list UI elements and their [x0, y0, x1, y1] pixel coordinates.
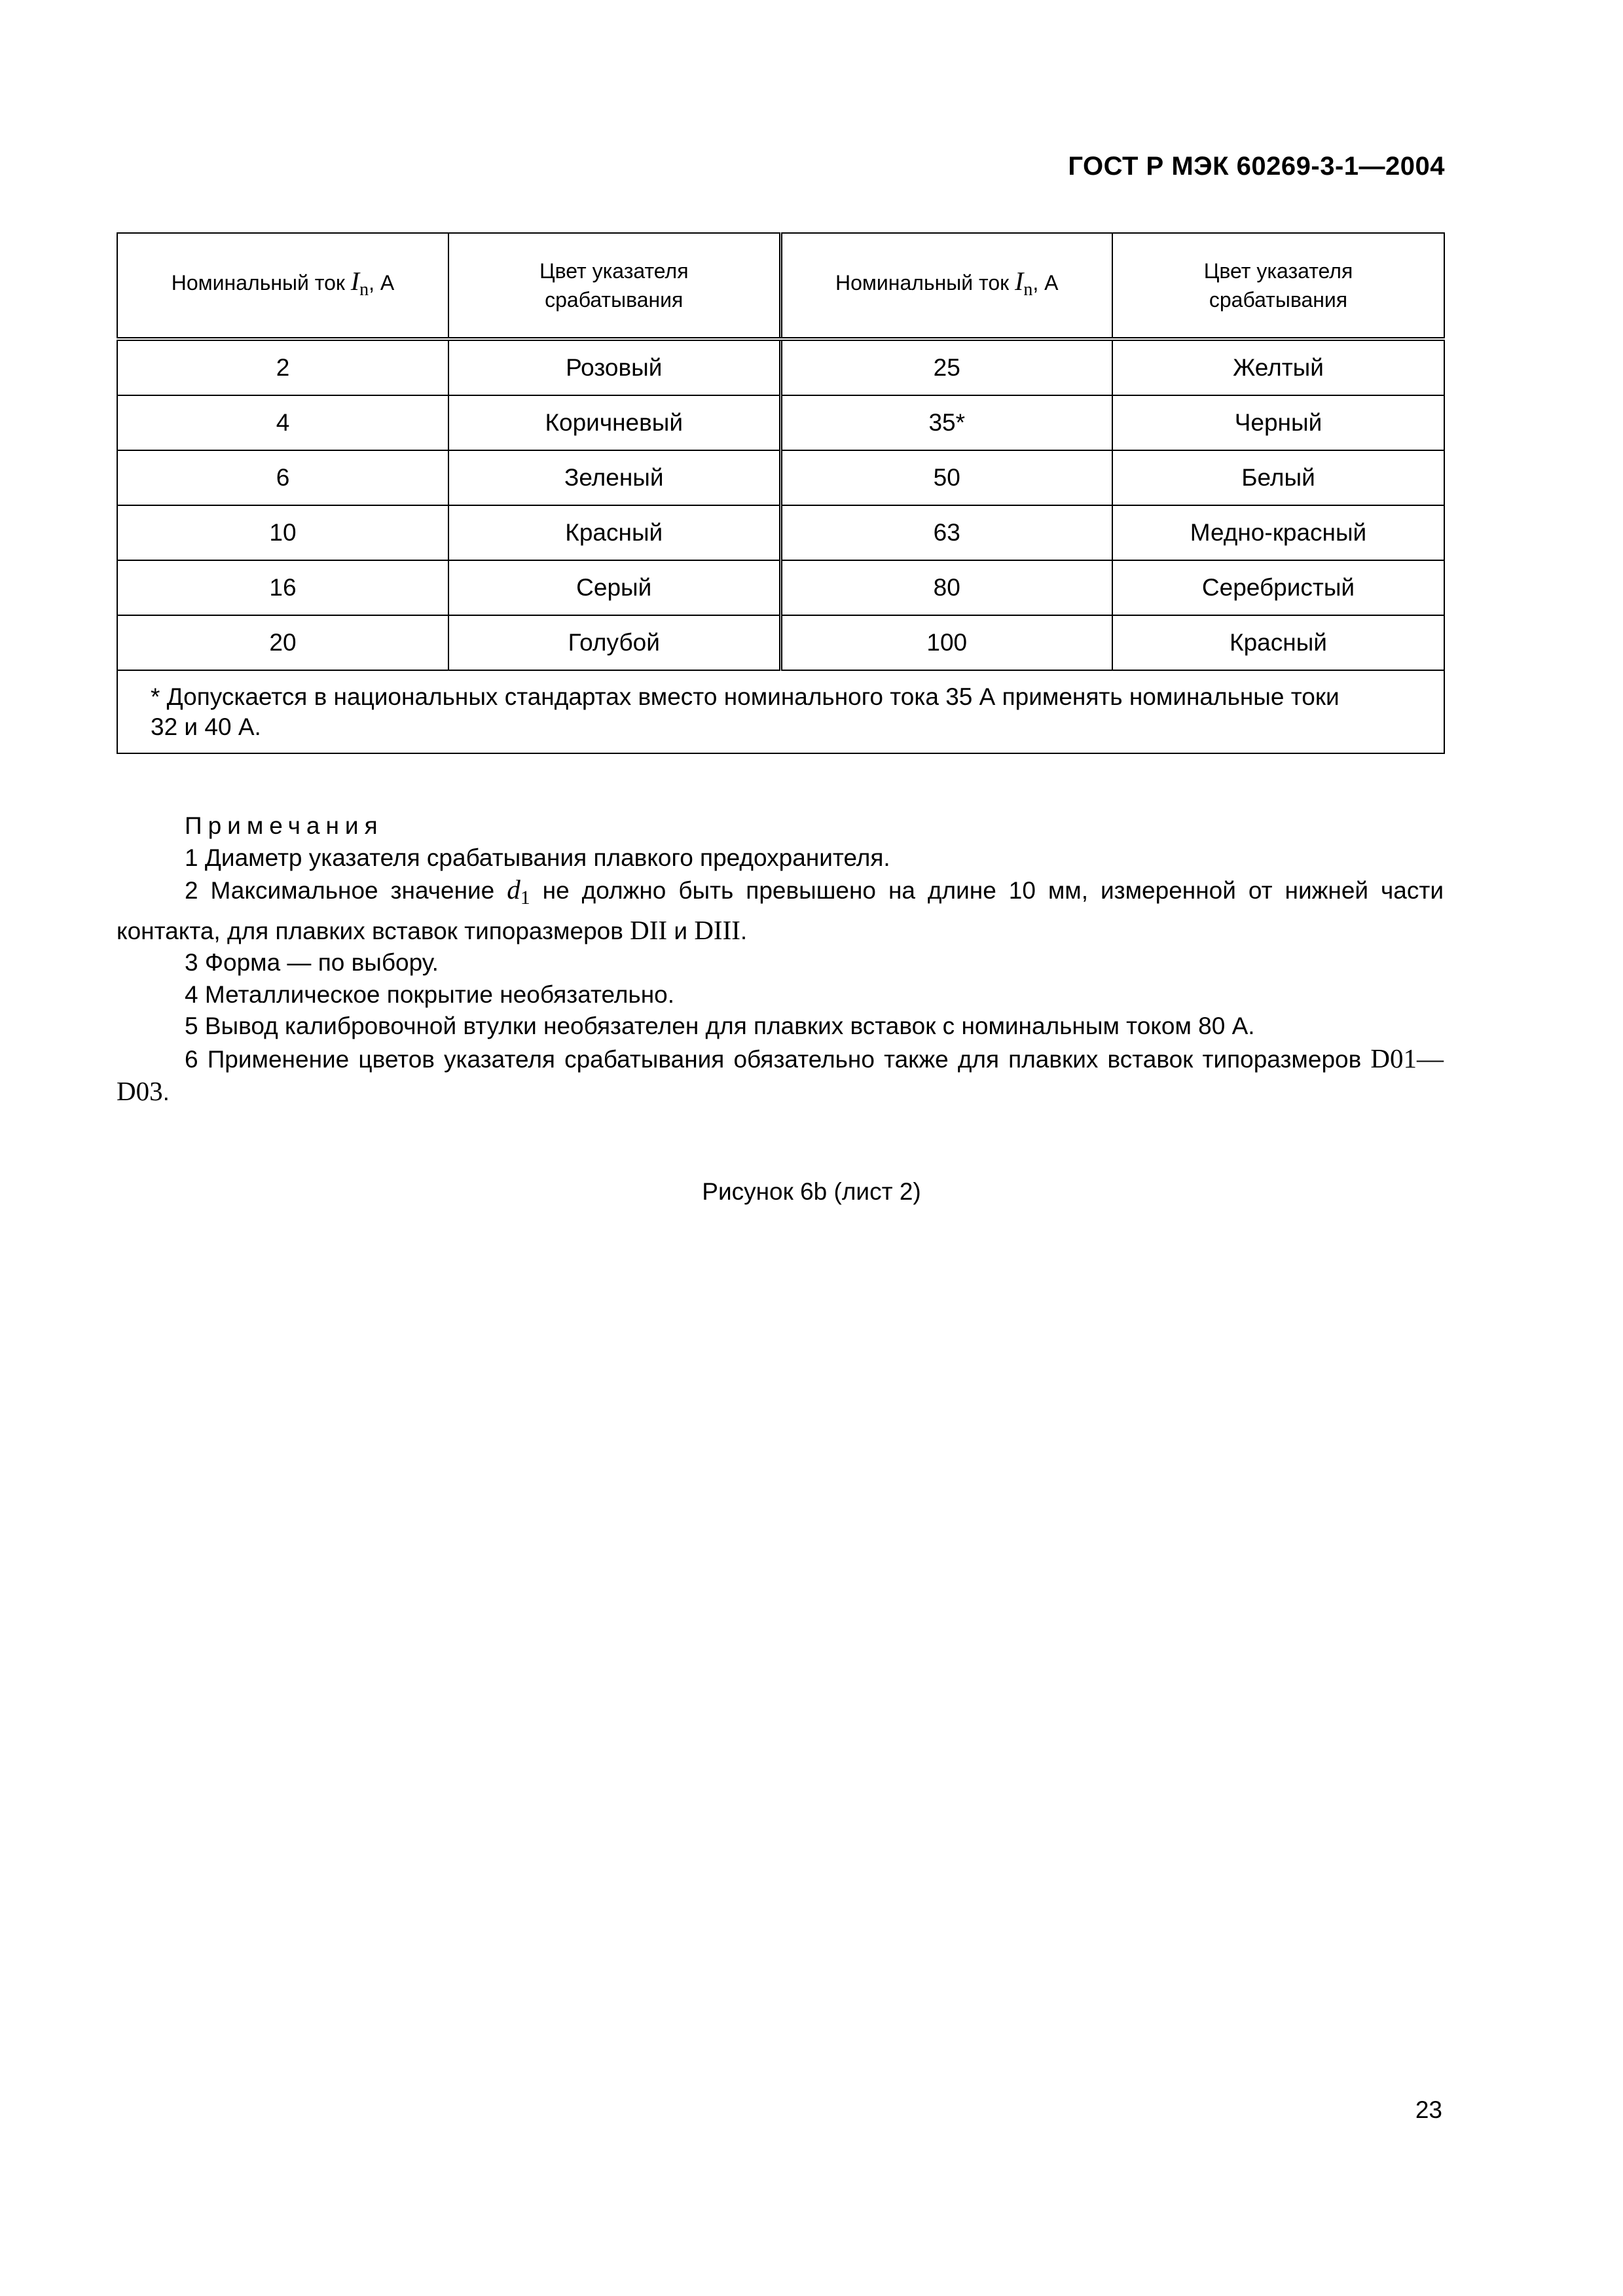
note-3: 3 Форма — по выбору.: [185, 949, 439, 976]
indicator-color-table: [117, 232, 1445, 754]
notes-heading: [117, 810, 1444, 842]
note-2: [117, 874, 1444, 947]
note-5: 5 Вывод калибровочной втулки необязателен для плавких вставок с номинальным током 80 А.: [185, 1013, 1255, 1039]
note-2-and: и: [667, 917, 695, 944]
header-indicator-color-1: [448, 233, 780, 339]
header-color-line2: срабатывания: [545, 288, 684, 312]
header-indicator-color-2: [1112, 233, 1444, 339]
indicator-color-cell: Голубой: [448, 615, 780, 670]
indicator-color-cell: Зеленый: [448, 450, 780, 505]
note-6-text: 6 Применение цветов указателя срабатывания обязательно также для плавких вставок типоразмеров: [185, 1045, 1371, 1073]
indicator-color-cell: Желтый: [1112, 339, 1444, 395]
header-current-unit: , А: [1032, 270, 1059, 295]
rated-current-cell: 50: [780, 450, 1112, 505]
page-number: 23: [1415, 2096, 1442, 2123]
note-2-text-main: не должно быть превышено на длине 10 мм, измеренной от нижней части контакта, для плавких вставок типоразмеров: [117, 877, 1444, 944]
current-subscript: n: [1023, 279, 1033, 300]
note-2-end: .: [740, 917, 748, 944]
rated-current-cell: 16: [117, 560, 448, 615]
table-footnote: [117, 670, 1444, 753]
figure-caption: Рисунок 6b (лист 2): [702, 1178, 921, 1205]
rated-current-cell: 10: [117, 505, 448, 560]
header-current-unit: , А: [369, 270, 395, 295]
note-6-end: .: [162, 1079, 170, 1105]
table-footnote-row: [117, 670, 1444, 753]
rated-current-cell: 35*: [780, 395, 1112, 450]
indicator-color-cell: Черный: [1112, 395, 1444, 450]
rated-current-cell: 6: [117, 450, 448, 505]
notes-block: [117, 810, 1444, 1109]
table-header-row: [117, 233, 1444, 339]
current-symbol: I: [1015, 266, 1024, 296]
table-row: [117, 615, 1444, 670]
note-2-subscript: 1: [520, 887, 530, 908]
note-4: 4 Металлическое покрытие необязательно.: [185, 980, 675, 1008]
note-2-size-diii: DIII: [694, 914, 740, 945]
table-row: [117, 450, 1444, 505]
note-6: [117, 1043, 1444, 1109]
notes-heading-text: Примечания: [185, 812, 384, 839]
indicator-color-cell: Красный: [448, 505, 780, 560]
header-current-text: Номинальный ток: [835, 270, 1015, 295]
indicator-color-cell: Коричневый: [448, 395, 780, 450]
indicator-color-cell: Белый: [1112, 450, 1444, 505]
rated-current-cell: 63: [780, 505, 1112, 560]
table-row: [117, 395, 1444, 450]
indicator-color-cell: Серебристый: [1112, 560, 1444, 615]
indicator-color-cell: Медно-красный: [1112, 505, 1444, 560]
note-6-sizes: D01—D03: [117, 1043, 1444, 1106]
rated-current-cell: 2: [117, 339, 448, 395]
indicator-color-cell: Розовый: [448, 339, 780, 395]
rated-current-cell: 25: [780, 339, 1112, 395]
header-color-line1: Цвет указателя: [1203, 259, 1353, 283]
header-rated-current-1: [117, 233, 448, 339]
note-2-size-dii: DII: [630, 914, 668, 945]
note-2-variable: d: [507, 874, 520, 905]
note-1: 1 Диаметр указателя срабатывания плавкого предохранителя.: [185, 844, 890, 871]
indicator-color-cell: Красный: [1112, 615, 1444, 670]
table-row: [117, 560, 1444, 615]
rated-current-cell: 80: [780, 560, 1112, 615]
header-color-line1: Цвет указателя: [539, 259, 689, 283]
header-current-text: Номинальный ток: [171, 270, 351, 295]
header-rated-current-2: [780, 233, 1112, 339]
note-2-text-start: 2 Максимальное значение: [185, 877, 507, 904]
footnote-line2: 32 и 40 А.: [151, 713, 261, 740]
current-symbol: I: [350, 266, 360, 296]
rated-current-cell: 100: [780, 615, 1112, 670]
header-color-line2: срабатывания: [1209, 288, 1348, 312]
indicator-color-cell: Серый: [448, 560, 780, 615]
document-code: ГОСТ Р МЭК 60269-3-1—2004: [1068, 152, 1445, 181]
current-subscript: n: [359, 279, 369, 300]
rated-current-cell: 20: [117, 615, 448, 670]
rated-current-cell: 4: [117, 395, 448, 450]
table-row: [117, 339, 1444, 395]
table-row: [117, 505, 1444, 560]
footnote-line1: * Допускается в национальных стандартах вместо номинального тока 35 А применять номинальные токи: [151, 683, 1340, 710]
